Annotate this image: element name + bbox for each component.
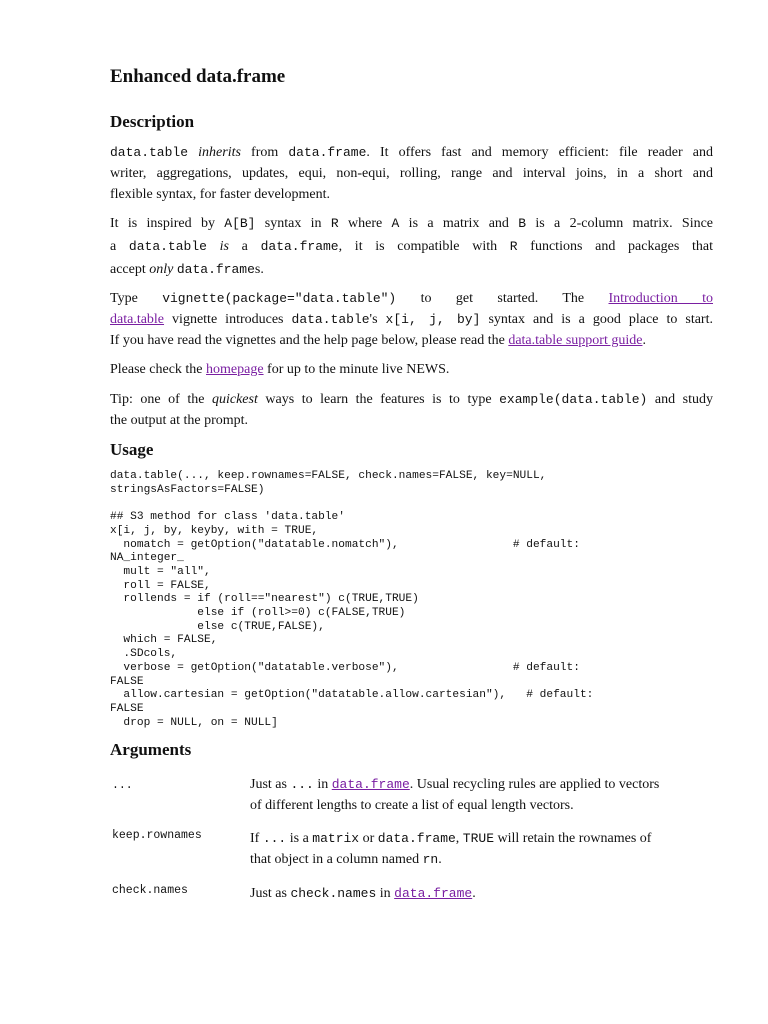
text-span: . Usual recycling rules are applied to vectors — [409, 777, 660, 792]
text-span — [207, 239, 220, 254]
introduction-vignette-link-cont[interactable]: data.table — [110, 312, 165, 327]
argument-description — [250, 883, 712, 904]
text-span: , it is compatible with — [338, 239, 510, 254]
text-span: Type — [110, 291, 163, 306]
code-span: B — [518, 216, 527, 231]
text-span: ways to learn the features is to type — [257, 392, 500, 407]
argument-name: ... — [112, 779, 133, 792]
code-span: A[B] — [224, 216, 256, 231]
code-span: data.table — [291, 312, 370, 327]
code-span: example(data.table) — [499, 392, 648, 407]
text-span: . — [642, 333, 646, 348]
code-span: ... — [290, 777, 314, 792]
code-span: check.names — [290, 886, 377, 901]
text-span: Just as — [250, 777, 291, 792]
text-span: for up to the minute live NEWS. — [263, 362, 450, 377]
code-span: data.frame — [260, 239, 339, 254]
code-span: data.frame — [288, 145, 367, 160]
emphasis: inherits — [198, 145, 241, 160]
text-span: will retain the rownames of — [494, 831, 652, 846]
text-span: syntax and is a good place to start. — [480, 312, 713, 327]
support-guide-link[interactable]: data.table support guide — [508, 333, 643, 348]
text-span: in — [376, 886, 395, 901]
text-span: that object in a column named — [250, 852, 423, 867]
text-span: Just as — [250, 886, 291, 901]
text-span: from — [240, 145, 289, 160]
emphasis: quickest — [211, 392, 258, 407]
text-span — [188, 145, 198, 160]
text-span: and study — [647, 392, 713, 407]
text-span: a — [228, 239, 261, 254]
data-frame-link[interactable]: data.frame — [394, 886, 473, 901]
page-title: Enhanced data.frame — [110, 66, 286, 87]
text-span: . It offers fast and memory efficient: file reader and — [366, 145, 714, 160]
emphasis: is — [219, 239, 229, 254]
description-paragraph-3 — [110, 288, 713, 351]
description-paragraph-4 — [110, 359, 713, 380]
code-span: R — [330, 216, 339, 231]
argument-name: check.names — [112, 884, 188, 897]
code-span: A — [391, 216, 400, 231]
code-span: data.table — [110, 145, 189, 160]
text-span: is a 2-column matrix. Since — [526, 216, 714, 231]
text-line: flexible syntax, for faster development. — [110, 187, 331, 202]
arguments-heading: Arguments — [110, 740, 192, 759]
usage-code-block: data.table(..., keep.rownames=FALSE, check.names=FALSE, key=NULL, stringsAsFactors=FALSE) ## S3 method for class 'data.table' x[i, j, by, keyby, with = TRUE, nomatch = getOption("datatable.nomatch"), # default: NA_integer_ mult = "all", roll = FALSE, rollends = if (roll=="nearest") c(TRUE,TRUE) else if (roll>=0) c(FALSE,TRUE) else c(TRUE,FALSE), which = FALSE, .SDcols, verbose = getOption("datatable.verbose"), # default: FALSE allow.cartesian = getOption("datatable.allow.cartesian"), # default: FALSE drop = NULL, on = NULL] — [110, 470, 594, 729]
code-span: data.frame — [377, 831, 456, 846]
text-span: in — [313, 777, 332, 792]
text-line: of different lengths to create a list of equal length vectors. — [250, 798, 574, 813]
text-span: accept — [110, 262, 150, 277]
code-span: R — [509, 239, 518, 254]
argument-description — [250, 774, 712, 816]
usage-heading: Usage — [110, 440, 154, 459]
text-span: is a matrix and — [399, 216, 519, 231]
text-span: . — [472, 886, 476, 901]
emphasis: only — [149, 262, 174, 277]
description-heading: Description — [110, 112, 195, 131]
code-span: TRUE — [462, 831, 495, 846]
text-span: 's — [369, 312, 386, 327]
text-span: , — [455, 831, 463, 846]
text-span: or — [359, 831, 378, 846]
code-span: vignette(package="data.table") — [162, 291, 397, 306]
text-line: the output at the prompt. — [110, 413, 249, 428]
argument-description — [250, 828, 712, 870]
text-span: Tip: one of the — [110, 392, 212, 407]
code-span: matrix — [312, 831, 360, 846]
code-span: rn — [422, 852, 439, 867]
text-span: vignette introduces — [164, 312, 292, 327]
description-paragraph-1 — [110, 142, 713, 205]
description-paragraph-5 — [110, 389, 713, 431]
text-span: syntax in — [255, 216, 331, 231]
code-span: data.table — [128, 239, 207, 254]
text-span: If you have read the vignettes and the help page below, please read the — [110, 333, 509, 348]
text-span: is a — [286, 831, 313, 846]
argument-name: keep.rownames — [112, 829, 202, 842]
text-span: to get started. The — [396, 291, 609, 306]
description-paragraph-2 — [110, 212, 713, 281]
text-span: functions and packages that — [517, 239, 714, 254]
text-span: . — [438, 852, 442, 867]
text-span: It is inspired by — [110, 216, 225, 231]
code-span: data.frame — [176, 262, 255, 277]
code-span: x[i, j, by] — [385, 312, 481, 327]
text-line: writer, aggregations, updates, equi, non-equi, rolling, range and interval joins, in a short and — [110, 166, 713, 181]
code-span: ... — [262, 831, 287, 846]
text-span: Please check the — [110, 362, 207, 377]
homepage-link[interactable]: homepage — [206, 362, 264, 377]
text-span: where — [338, 216, 392, 231]
data-frame-link[interactable]: data.frame — [331, 777, 410, 792]
text-span: a — [110, 239, 129, 254]
introduction-vignette-link[interactable]: Introduction to — [608, 291, 713, 306]
text-span: If — [250, 831, 263, 846]
text-span: s. — [254, 262, 264, 277]
